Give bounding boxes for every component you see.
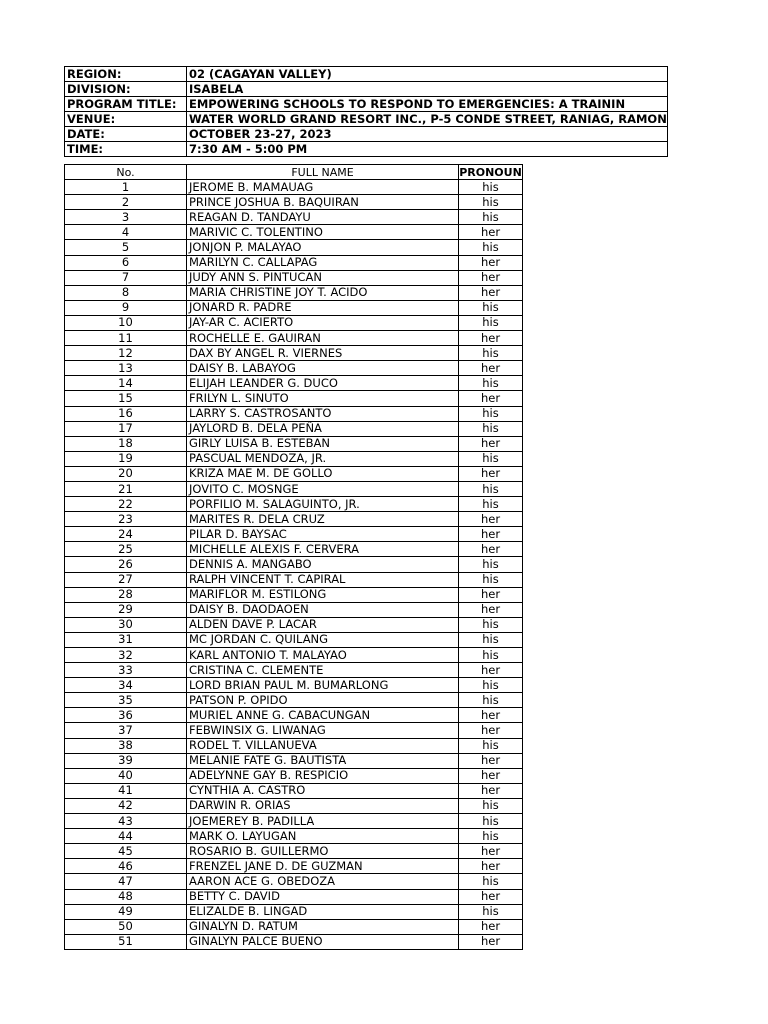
row-number: 22 <box>65 497 187 512</box>
table-row <box>65 195 523 210</box>
pronoun-cell: his <box>459 678 523 693</box>
full-name-cell: MARK O. LAYUGAN <box>187 829 459 844</box>
pronoun-cell: her <box>459 708 523 723</box>
table-row <box>65 768 523 783</box>
region-row <box>65 67 668 82</box>
full-name-cell: ROSARIO B. GUILLERMO <box>187 844 459 859</box>
full-name-cell: DENNIS A. MANGABO <box>187 557 459 572</box>
row-number: 27 <box>65 572 187 587</box>
full-name-cell: MC JORDAN C. QUILANG <box>187 632 459 647</box>
table-row <box>65 678 523 693</box>
pronoun-cell: her <box>459 934 523 949</box>
full-name-cell: AARON ACE G. OBEDOZA <box>187 874 459 889</box>
table-row <box>65 497 523 512</box>
time-value: 7:30 AM - 5:00 PM <box>187 142 668 157</box>
full-name-cell: LARRY S. CASTROSANTO <box>187 406 459 421</box>
pronoun-cell: his <box>459 572 523 587</box>
table-row <box>65 315 523 330</box>
pronoun-cell: her <box>459 859 523 874</box>
table-row <box>65 466 523 481</box>
division-row <box>65 82 668 97</box>
table-row <box>65 632 523 647</box>
full-name-cell: PILAR D. BAYSAC <box>187 527 459 542</box>
row-number: 31 <box>65 632 187 647</box>
table-row <box>65 844 523 859</box>
row-number: 18 <box>65 436 187 451</box>
participants-table <box>64 164 523 950</box>
row-number: 34 <box>65 678 187 693</box>
event-info-table <box>64 66 668 157</box>
pronoun-cell: his <box>459 829 523 844</box>
table-row <box>65 783 523 798</box>
pronoun-cell: his <box>459 451 523 466</box>
table-row <box>65 753 523 768</box>
pronoun-cell: her <box>459 783 523 798</box>
pronoun-cell: her <box>459 889 523 904</box>
full-name-cell: BETTY C. DAVID <box>187 889 459 904</box>
venue-label: VENUE: <box>65 112 187 127</box>
full-name-cell: JAY-AR C. ACIERTO <box>187 315 459 330</box>
pronoun-cell: his <box>459 557 523 572</box>
table-row <box>65 361 523 376</box>
row-number: 48 <box>65 889 187 904</box>
date-row <box>65 127 668 142</box>
full-name-cell: ELIZALDE B. LINGAD <box>187 904 459 919</box>
full-name-cell: GIRLY LUISA B. ESTEBAN <box>187 436 459 451</box>
row-number: 51 <box>65 934 187 949</box>
division-value: ISABELA <box>187 82 668 97</box>
pronoun-cell: her <box>459 919 523 934</box>
table-row <box>65 406 523 421</box>
row-number: 23 <box>65 512 187 527</box>
table-row <box>65 904 523 919</box>
date-value: OCTOBER 23-27, 2023 <box>187 127 668 142</box>
full-name-cell: JOEMEREY B. PADILLA <box>187 814 459 829</box>
pronoun-cell: her <box>459 542 523 557</box>
row-number: 1 <box>65 180 187 195</box>
full-name-cell: JONJON P. MALAYAO <box>187 240 459 255</box>
full-name-cell: ADELYNNE GAY B. RESPICIO <box>187 768 459 783</box>
table-row <box>65 240 523 255</box>
table-row <box>65 285 523 300</box>
table-row <box>65 602 523 617</box>
pronoun-cell: his <box>459 240 523 255</box>
row-number: 44 <box>65 829 187 844</box>
row-number: 29 <box>65 602 187 617</box>
pronoun-cell: her <box>459 723 523 738</box>
table-row <box>65 874 523 889</box>
program-title-value: EMPOWERING SCHOOLS TO RESPOND TO EMERGENCIES: A TRAININ <box>187 97 668 112</box>
pronoun-cell: his <box>459 195 523 210</box>
full-name-cell: MELANIE FATE G. BAUTISTA <box>187 753 459 768</box>
row-number: 43 <box>65 814 187 829</box>
pronoun-cell: her <box>459 331 523 346</box>
full-name-cell: FRENZEL JANE D. DE GUZMAN <box>187 859 459 874</box>
row-number: 9 <box>65 300 187 315</box>
table-row <box>65 300 523 315</box>
full-name-cell: PATSON P. OPIDO <box>187 693 459 708</box>
row-number: 30 <box>65 617 187 632</box>
full-name-cell: KARL ANTONIO T. MALAYAO <box>187 648 459 663</box>
row-number: 20 <box>65 466 187 481</box>
column-header-row <box>65 165 523 180</box>
row-number: 41 <box>65 783 187 798</box>
full-name-cell: PASCUAL MENDOZA, JR. <box>187 451 459 466</box>
table-row <box>65 451 523 466</box>
row-number: 25 <box>65 542 187 557</box>
table-row <box>65 572 523 587</box>
table-row <box>65 225 523 240</box>
pronoun-cell: her <box>459 436 523 451</box>
full-name-cell: RALPH VINCENT T. CAPIRAL <box>187 572 459 587</box>
row-number: 36 <box>65 708 187 723</box>
row-number: 15 <box>65 391 187 406</box>
venue-row <box>65 112 668 127</box>
full-name-cell: JEROME B. MAMAUAG <box>187 180 459 195</box>
table-row <box>65 889 523 904</box>
column-header-pronoun: PRONOUN <box>459 165 522 179</box>
full-name-cell: DAISY B. DAODAOEN <box>187 602 459 617</box>
table-row <box>65 693 523 708</box>
full-name-cell: MARIVIC C. TOLENTINO <box>187 225 459 240</box>
table-row <box>65 829 523 844</box>
full-name-cell: MARITES R. DELA CRUZ <box>187 512 459 527</box>
pronoun-cell: his <box>459 874 523 889</box>
pronoun-cell: her <box>459 270 523 285</box>
table-row <box>65 270 523 285</box>
row-number: 3 <box>65 210 187 225</box>
column-header-full-name: FULL NAME <box>187 165 459 180</box>
region-value: 02 (CAGAYAN VALLEY) <box>187 67 668 82</box>
time-label: TIME: <box>65 142 187 157</box>
pronoun-cell: his <box>459 315 523 330</box>
pronoun-cell: his <box>459 376 523 391</box>
pronoun-cell: her <box>459 768 523 783</box>
full-name-cell: ROCHELLE E. GAUIRAN <box>187 331 459 346</box>
table-row <box>65 512 523 527</box>
full-name-cell: PRINCE JOSHUA B. BAQUIRAN <box>187 195 459 210</box>
row-number: 42 <box>65 798 187 813</box>
full-name-cell: JAYLORD B. DELA PEÑA <box>187 421 459 436</box>
full-name-cell: MARILYN C. CALLAPAG <box>187 255 459 270</box>
row-number: 28 <box>65 587 187 602</box>
row-number: 50 <box>65 919 187 934</box>
table-row <box>65 391 523 406</box>
venue-value: WATER WORLD GRAND RESORT INC., P-5 CONDE STREET, RANIAG, RAMON <box>187 112 668 127</box>
pronoun-cell: his <box>459 617 523 632</box>
table-row <box>65 527 523 542</box>
pronoun-cell: her <box>459 285 523 300</box>
row-number: 17 <box>65 421 187 436</box>
table-row <box>65 708 523 723</box>
full-name-cell: MICHELLE ALEXIS F. CERVERA <box>187 542 459 557</box>
table-row <box>65 331 523 346</box>
row-number: 37 <box>65 723 187 738</box>
full-name-cell: PORFILIO M. SALAGUINTO, JR. <box>187 497 459 512</box>
full-name-cell: CYNTHIA A. CASTRO <box>187 783 459 798</box>
table-row <box>65 723 523 738</box>
full-name-cell: GINALYN D. RATUM <box>187 919 459 934</box>
pronoun-cell: his <box>459 693 523 708</box>
table-row <box>65 180 523 195</box>
row-number: 16 <box>65 406 187 421</box>
full-name-cell: MARIA CHRISTINE JOY T. ACIDO <box>187 285 459 300</box>
table-row <box>65 376 523 391</box>
row-number: 47 <box>65 874 187 889</box>
table-row <box>65 210 523 225</box>
pronoun-cell: his <box>459 481 523 496</box>
full-name-cell: MARIFLOR M. ESTILONG <box>187 587 459 602</box>
row-number: 39 <box>65 753 187 768</box>
row-number: 35 <box>65 693 187 708</box>
full-name-cell: FRILYN L. SINUTO <box>187 391 459 406</box>
pronoun-cell: her <box>459 527 523 542</box>
pronoun-cell: her <box>459 844 523 859</box>
row-number: 2 <box>65 195 187 210</box>
full-name-cell: REAGAN D. TANDAYU <box>187 210 459 225</box>
pronoun-cell: her <box>459 391 523 406</box>
pronoun-cell: his <box>459 632 523 647</box>
table-row <box>65 934 523 949</box>
column-header-no: No. <box>65 165 187 180</box>
full-name-cell: LORD BRIAN PAUL M. BUMARLONG <box>187 678 459 693</box>
table-row <box>65 738 523 753</box>
row-number: 13 <box>65 361 187 376</box>
pronoun-cell: her <box>459 663 523 678</box>
row-number: 10 <box>65 315 187 330</box>
row-number: 14 <box>65 376 187 391</box>
row-number: 32 <box>65 648 187 663</box>
program-title-row <box>65 97 668 112</box>
row-number: 49 <box>65 904 187 919</box>
full-name-cell: KRIZA MAE M. DE GOLLO <box>187 466 459 481</box>
table-row <box>65 587 523 602</box>
row-number: 45 <box>65 844 187 859</box>
row-number: 24 <box>65 527 187 542</box>
full-name-cell: DARWIN R. ORIAS <box>187 798 459 813</box>
row-number: 38 <box>65 738 187 753</box>
pronoun-cell: her <box>459 753 523 768</box>
pronoun-cell: her <box>459 255 523 270</box>
full-name-cell: JONARD R. PADRE <box>187 300 459 315</box>
pronoun-cell: his <box>459 798 523 813</box>
full-name-cell: DAISY B. LABAYOG <box>187 361 459 376</box>
pronoun-cell: his <box>459 421 523 436</box>
pronoun-cell: his <box>459 406 523 421</box>
pronoun-cell: her <box>459 587 523 602</box>
division-label: DIVISION: <box>65 82 187 97</box>
pronoun-cell: his <box>459 497 523 512</box>
participants-table-body <box>65 180 523 950</box>
row-number: 8 <box>65 285 187 300</box>
full-name-cell: DAX BY ANGEL R. VIERNES <box>187 346 459 361</box>
full-name-cell: CRISTINA C. CLEMENTE <box>187 663 459 678</box>
row-number: 7 <box>65 270 187 285</box>
pronoun-cell: his <box>459 210 523 225</box>
table-row <box>65 481 523 496</box>
table-row <box>65 859 523 874</box>
row-number: 46 <box>65 859 187 874</box>
table-row <box>65 542 523 557</box>
pronoun-cell: her <box>459 225 523 240</box>
table-row <box>65 919 523 934</box>
row-number: 12 <box>65 346 187 361</box>
pronoun-cell: her <box>459 361 523 376</box>
full-name-cell: ELIJAH LEANDER G. DUCO <box>187 376 459 391</box>
table-row <box>65 557 523 572</box>
row-number: 21 <box>65 481 187 496</box>
table-row <box>65 255 523 270</box>
date-label: DATE: <box>65 127 187 142</box>
program-title-label: PROGRAM TITLE: <box>65 97 187 112</box>
full-name-cell: GINALYN PALCE BUENO <box>187 934 459 949</box>
pronoun-cell: his <box>459 814 523 829</box>
full-name-cell: MURIEL ANNE G. CABACUNGAN <box>187 708 459 723</box>
pronoun-cell: his <box>459 738 523 753</box>
full-name-cell: JOVITO C. MOSNGE <box>187 481 459 496</box>
row-number: 40 <box>65 768 187 783</box>
table-row <box>65 346 523 361</box>
table-row <box>65 421 523 436</box>
full-name-cell: JUDY ANN S. PINTUCAN <box>187 270 459 285</box>
table-row <box>65 663 523 678</box>
row-number: 6 <box>65 255 187 270</box>
pronoun-cell: her <box>459 602 523 617</box>
table-row <box>65 648 523 663</box>
time-row <box>65 142 668 157</box>
table-row <box>65 617 523 632</box>
row-number: 26 <box>65 557 187 572</box>
pronoun-cell: his <box>459 346 523 361</box>
pronoun-cell: his <box>459 180 523 195</box>
table-row <box>65 436 523 451</box>
region-label: REGION: <box>65 67 187 82</box>
row-number: 11 <box>65 331 187 346</box>
row-number: 4 <box>65 225 187 240</box>
row-number: 5 <box>65 240 187 255</box>
full-name-cell: FEBWINSIX G. LIWANAG <box>187 723 459 738</box>
row-number: 19 <box>65 451 187 466</box>
pronoun-cell: her <box>459 512 523 527</box>
pronoun-cell: his <box>459 300 523 315</box>
full-name-cell: RODEL T. VILLANUEVA <box>187 738 459 753</box>
pronoun-cell: her <box>459 466 523 481</box>
full-name-cell: ALDEN DAVE P. LACAR <box>187 617 459 632</box>
pronoun-cell: his <box>459 904 523 919</box>
row-number: 33 <box>65 663 187 678</box>
pronoun-cell: his <box>459 648 523 663</box>
table-row <box>65 814 523 829</box>
table-row <box>65 798 523 813</box>
